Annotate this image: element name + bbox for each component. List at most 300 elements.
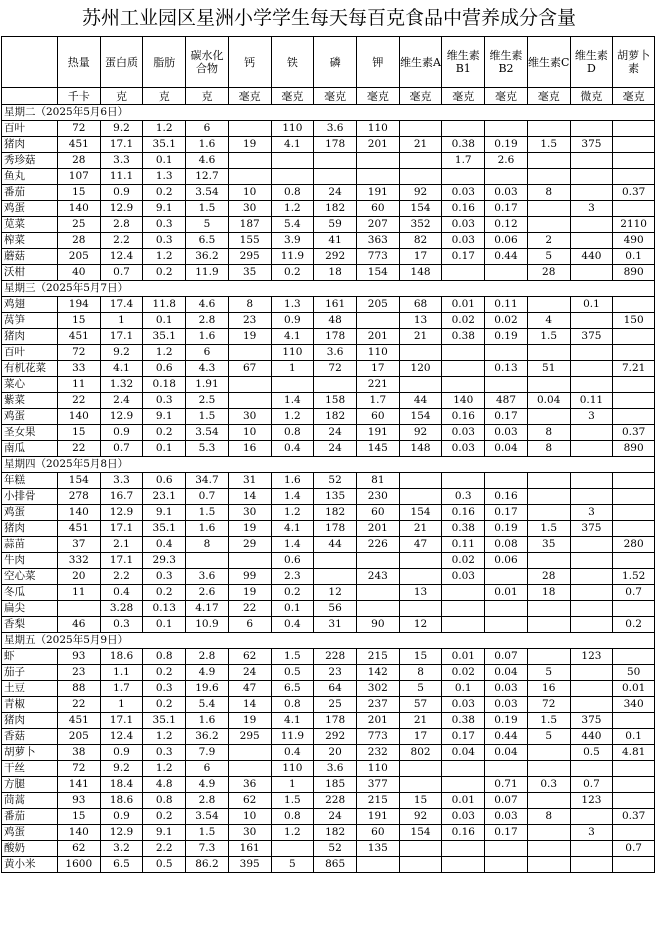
value-cell: 0.02 bbox=[442, 665, 485, 681]
value-cell: 120 bbox=[399, 361, 442, 377]
unit-row bbox=[2, 88, 655, 105]
value-cell: 0.01 bbox=[613, 681, 655, 697]
value-cell: 221 bbox=[356, 377, 399, 393]
value-cell: 0.01 bbox=[442, 793, 485, 809]
table-row bbox=[2, 297, 655, 313]
value-cell: 0.1 bbox=[570, 297, 613, 313]
value-cell: 24 bbox=[314, 809, 357, 825]
table-row bbox=[2, 185, 655, 201]
column-header: 钾 bbox=[356, 37, 399, 88]
food-name: 牛肉 bbox=[2, 553, 58, 569]
value-cell: 30 bbox=[228, 505, 271, 521]
value-cell: 205 bbox=[57, 249, 100, 265]
unit-cell: 毫克 bbox=[527, 88, 570, 105]
value-cell: 37 bbox=[57, 537, 100, 553]
value-cell: 451 bbox=[57, 521, 100, 537]
value-cell: 0.02 bbox=[442, 313, 485, 329]
value-cell bbox=[228, 121, 271, 137]
value-cell: 21 bbox=[399, 521, 442, 537]
value-cell bbox=[570, 553, 613, 569]
value-cell: 0.07 bbox=[485, 793, 528, 809]
value-cell: 154 bbox=[399, 201, 442, 217]
value-cell bbox=[613, 329, 655, 345]
value-cell: 0.44 bbox=[485, 729, 528, 745]
value-cell: 72 bbox=[314, 361, 357, 377]
value-cell: 11.8 bbox=[143, 297, 186, 313]
value-cell: 178 bbox=[314, 713, 357, 729]
value-cell: 1.2 bbox=[143, 249, 186, 265]
value-cell bbox=[442, 585, 485, 601]
value-cell: 201 bbox=[356, 713, 399, 729]
value-cell: 352 bbox=[399, 217, 442, 233]
value-cell: 1.6 bbox=[186, 521, 229, 537]
value-cell: 3.3 bbox=[100, 153, 143, 169]
day-label: 星期五（2025年5月9日） bbox=[2, 633, 655, 649]
value-cell: 1.2 bbox=[271, 409, 314, 425]
value-cell: 47 bbox=[399, 537, 442, 553]
table-row bbox=[2, 569, 655, 585]
value-cell: 72 bbox=[57, 121, 100, 137]
value-cell bbox=[613, 489, 655, 505]
food-name: 紫菜 bbox=[2, 393, 58, 409]
value-cell bbox=[399, 377, 442, 393]
value-cell: 62 bbox=[228, 649, 271, 665]
table-row bbox=[2, 201, 655, 217]
value-cell bbox=[399, 761, 442, 777]
table-row bbox=[2, 393, 655, 409]
value-cell: 1.5 bbox=[527, 521, 570, 537]
value-cell: 22 bbox=[57, 697, 100, 713]
food-name: 百叶 bbox=[2, 345, 58, 361]
value-cell: 0.4 bbox=[143, 537, 186, 553]
value-cell: 0.01 bbox=[442, 297, 485, 313]
value-cell: 5 bbox=[527, 249, 570, 265]
table-row bbox=[2, 553, 655, 569]
value-cell bbox=[442, 473, 485, 489]
value-cell: 19 bbox=[228, 585, 271, 601]
value-cell: 0.04 bbox=[442, 745, 485, 761]
value-cell: 0.03 bbox=[442, 809, 485, 825]
value-cell: 0.12 bbox=[485, 217, 528, 233]
value-cell: 2.8 bbox=[186, 313, 229, 329]
value-cell: 0.6 bbox=[143, 473, 186, 489]
value-cell bbox=[399, 777, 442, 793]
value-cell bbox=[570, 585, 613, 601]
value-cell: 0.8 bbox=[143, 793, 186, 809]
value-cell bbox=[570, 361, 613, 377]
value-cell: 35.1 bbox=[143, 329, 186, 345]
value-cell: 0.37 bbox=[613, 809, 655, 825]
value-cell: 0.7 bbox=[613, 841, 655, 857]
value-cell: 12.4 bbox=[100, 249, 143, 265]
value-cell bbox=[613, 649, 655, 665]
food-name: 酸奶 bbox=[2, 841, 58, 857]
value-cell: 0.7 bbox=[613, 585, 655, 601]
value-cell: 30 bbox=[228, 201, 271, 217]
value-cell: 52 bbox=[314, 473, 357, 489]
value-cell: 11.9 bbox=[186, 265, 229, 281]
value-cell: 215 bbox=[356, 649, 399, 665]
value-cell bbox=[527, 601, 570, 617]
value-cell bbox=[442, 265, 485, 281]
value-cell: 15 bbox=[57, 313, 100, 329]
value-cell: 3.28 bbox=[100, 601, 143, 617]
food-name: 方腿 bbox=[2, 777, 58, 793]
value-cell: 17.1 bbox=[100, 329, 143, 345]
value-cell: 154 bbox=[399, 825, 442, 841]
value-cell bbox=[613, 409, 655, 425]
value-cell: 2.8 bbox=[100, 217, 143, 233]
value-cell bbox=[442, 761, 485, 777]
value-cell: 375 bbox=[570, 713, 613, 729]
value-cell: 17.1 bbox=[100, 137, 143, 153]
value-cell bbox=[570, 617, 613, 633]
value-cell bbox=[442, 601, 485, 617]
value-cell: 1.5 bbox=[271, 793, 314, 809]
value-cell: 2.2 bbox=[143, 841, 186, 857]
value-cell: 7.3 bbox=[186, 841, 229, 857]
value-cell: 18.6 bbox=[100, 793, 143, 809]
food-name: 扁尖 bbox=[2, 601, 58, 617]
value-cell bbox=[485, 569, 528, 585]
value-cell: 0.01 bbox=[442, 649, 485, 665]
value-cell: 93 bbox=[57, 793, 100, 809]
value-cell: 18 bbox=[314, 265, 357, 281]
value-cell bbox=[570, 601, 613, 617]
table-row bbox=[2, 729, 655, 745]
value-cell bbox=[399, 153, 442, 169]
value-cell: 12.9 bbox=[100, 825, 143, 841]
food-name: 干丝 bbox=[2, 761, 58, 777]
unit-cell: 毫克 bbox=[271, 88, 314, 105]
value-cell: 0.9 bbox=[271, 313, 314, 329]
food-name: 菜心 bbox=[2, 377, 58, 393]
value-cell: 30 bbox=[228, 825, 271, 841]
value-cell: 2.4 bbox=[100, 393, 143, 409]
value-cell: 140 bbox=[57, 409, 100, 425]
value-cell: 44 bbox=[399, 393, 442, 409]
value-cell: 28 bbox=[527, 569, 570, 585]
value-cell bbox=[527, 297, 570, 313]
value-cell bbox=[485, 265, 528, 281]
value-cell: 33 bbox=[57, 361, 100, 377]
value-cell: 1.1 bbox=[100, 665, 143, 681]
table-row bbox=[2, 361, 655, 377]
value-cell: 4.6 bbox=[186, 297, 229, 313]
value-cell: 295 bbox=[228, 729, 271, 745]
value-cell: 10.9 bbox=[186, 617, 229, 633]
value-cell: 19 bbox=[228, 137, 271, 153]
food-name: 小排骨 bbox=[2, 489, 58, 505]
value-cell: 1.2 bbox=[143, 729, 186, 745]
value-cell: 865 bbox=[314, 857, 357, 873]
value-cell: 0.38 bbox=[442, 329, 485, 345]
value-cell: 0.8 bbox=[271, 425, 314, 441]
day-label: 星期四（2025年5月8日） bbox=[2, 457, 655, 473]
value-cell bbox=[399, 841, 442, 857]
value-cell: 0.3 bbox=[527, 777, 570, 793]
value-cell bbox=[356, 169, 399, 185]
value-cell: 4.1 bbox=[271, 329, 314, 345]
value-cell: 0.7 bbox=[100, 265, 143, 281]
value-cell: 0.4 bbox=[100, 585, 143, 601]
value-cell: 3 bbox=[570, 825, 613, 841]
value-cell: 60 bbox=[356, 825, 399, 841]
value-cell bbox=[356, 153, 399, 169]
value-cell: 0.1 bbox=[143, 441, 186, 457]
value-cell bbox=[356, 553, 399, 569]
value-cell: 154 bbox=[57, 473, 100, 489]
value-cell: 201 bbox=[356, 329, 399, 345]
value-cell: 182 bbox=[314, 201, 357, 217]
value-cell: 6.5 bbox=[186, 233, 229, 249]
unit-cell: 毫克 bbox=[314, 88, 357, 105]
value-cell bbox=[228, 553, 271, 569]
value-cell: 28 bbox=[527, 265, 570, 281]
value-cell: 226 bbox=[356, 537, 399, 553]
header-row bbox=[2, 37, 655, 88]
value-cell: 0.03 bbox=[485, 809, 528, 825]
value-cell: 16.7 bbox=[100, 489, 143, 505]
value-cell: 28 bbox=[57, 233, 100, 249]
value-cell: 57 bbox=[399, 697, 442, 713]
value-cell: 0.03 bbox=[442, 569, 485, 585]
food-name: 鸡翅 bbox=[2, 297, 58, 313]
unit-cell: 毫克 bbox=[356, 88, 399, 105]
value-cell: 375 bbox=[570, 521, 613, 537]
unit-cell: 克 bbox=[143, 88, 186, 105]
table-row bbox=[2, 697, 655, 713]
value-cell: 7.21 bbox=[613, 361, 655, 377]
value-cell: 24 bbox=[314, 441, 357, 457]
food-name: 蒜苗 bbox=[2, 537, 58, 553]
value-cell: 11 bbox=[57, 585, 100, 601]
value-cell bbox=[485, 841, 528, 857]
value-cell: 0.9 bbox=[100, 425, 143, 441]
value-cell bbox=[570, 841, 613, 857]
value-cell bbox=[613, 169, 655, 185]
value-cell: 0.2 bbox=[143, 697, 186, 713]
value-cell: 6 bbox=[186, 121, 229, 137]
value-cell bbox=[442, 841, 485, 857]
food-name: 有机花菜 bbox=[2, 361, 58, 377]
value-cell bbox=[399, 553, 442, 569]
value-cell: 0.9 bbox=[100, 745, 143, 761]
value-cell bbox=[356, 585, 399, 601]
value-cell bbox=[399, 473, 442, 489]
unit-cell bbox=[2, 88, 58, 105]
value-cell bbox=[613, 553, 655, 569]
value-cell: 0.11 bbox=[570, 393, 613, 409]
value-cell: 154 bbox=[399, 409, 442, 425]
value-cell: 46 bbox=[57, 617, 100, 633]
value-cell: 1 bbox=[271, 361, 314, 377]
column-header: 脂肪 bbox=[143, 37, 186, 88]
food-name: 香菇 bbox=[2, 729, 58, 745]
value-cell: 185 bbox=[314, 777, 357, 793]
value-cell: 15 bbox=[399, 649, 442, 665]
value-cell: 191 bbox=[356, 425, 399, 441]
value-cell bbox=[485, 121, 528, 137]
value-cell: 150 bbox=[613, 313, 655, 329]
value-cell: 451 bbox=[57, 137, 100, 153]
value-cell: 3.9 bbox=[271, 233, 314, 249]
value-cell: 0.4 bbox=[271, 617, 314, 633]
day-row bbox=[2, 105, 655, 121]
value-cell bbox=[570, 217, 613, 233]
value-cell bbox=[570, 537, 613, 553]
value-cell: 72 bbox=[57, 345, 100, 361]
value-cell bbox=[314, 169, 357, 185]
table-row bbox=[2, 809, 655, 825]
value-cell bbox=[613, 137, 655, 153]
value-cell: 1.6 bbox=[271, 473, 314, 489]
value-cell: 4.1 bbox=[271, 137, 314, 153]
value-cell: 8 bbox=[527, 441, 570, 457]
value-cell bbox=[186, 553, 229, 569]
value-cell: 0.3 bbox=[143, 393, 186, 409]
value-cell: 23.1 bbox=[143, 489, 186, 505]
value-cell bbox=[527, 121, 570, 137]
value-cell bbox=[527, 761, 570, 777]
value-cell: 3.6 bbox=[314, 761, 357, 777]
value-cell: 19 bbox=[228, 713, 271, 729]
value-cell: 21 bbox=[399, 713, 442, 729]
value-cell: 18 bbox=[527, 585, 570, 601]
value-cell bbox=[570, 761, 613, 777]
value-cell: 0.03 bbox=[442, 441, 485, 457]
value-cell: 0.7 bbox=[100, 441, 143, 457]
value-cell: 0.17 bbox=[485, 201, 528, 217]
table-row bbox=[2, 489, 655, 505]
value-cell: 1.3 bbox=[143, 169, 186, 185]
food-name: 黄小米 bbox=[2, 857, 58, 873]
value-cell: 17.1 bbox=[100, 521, 143, 537]
value-cell: 35 bbox=[228, 265, 271, 281]
value-cell: 17 bbox=[356, 361, 399, 377]
value-cell: 13 bbox=[399, 313, 442, 329]
day-row bbox=[2, 633, 655, 649]
value-cell: 140 bbox=[57, 505, 100, 521]
table-row bbox=[2, 505, 655, 521]
value-cell bbox=[570, 809, 613, 825]
value-cell: 15 bbox=[57, 809, 100, 825]
value-cell: 1.7 bbox=[442, 153, 485, 169]
value-cell bbox=[527, 649, 570, 665]
column-header bbox=[2, 37, 58, 88]
food-name: 鱼丸 bbox=[2, 169, 58, 185]
value-cell: 15 bbox=[399, 793, 442, 809]
value-cell: 2 bbox=[527, 233, 570, 249]
day-label: 星期二（2025年5月6日） bbox=[2, 105, 655, 121]
value-cell: 0.1 bbox=[613, 729, 655, 745]
value-cell: 62 bbox=[57, 841, 100, 857]
value-cell: 2110 bbox=[613, 217, 655, 233]
value-cell: 2.1 bbox=[100, 537, 143, 553]
value-cell: 2.2 bbox=[100, 569, 143, 585]
value-cell bbox=[485, 377, 528, 393]
value-cell: 5 bbox=[527, 665, 570, 681]
value-cell: 19 bbox=[228, 329, 271, 345]
value-cell: 0.8 bbox=[271, 185, 314, 201]
value-cell bbox=[485, 473, 528, 489]
value-cell bbox=[527, 201, 570, 217]
table-row bbox=[2, 713, 655, 729]
table-row bbox=[2, 377, 655, 393]
value-cell: 1.6 bbox=[186, 713, 229, 729]
value-cell: 0.6 bbox=[143, 361, 186, 377]
value-cell: 2.6 bbox=[485, 153, 528, 169]
value-cell: 295 bbox=[228, 249, 271, 265]
value-cell: 9.1 bbox=[143, 201, 186, 217]
value-cell: 5.3 bbox=[186, 441, 229, 457]
table-row bbox=[2, 329, 655, 345]
value-cell: 5.4 bbox=[186, 697, 229, 713]
value-cell: 0.11 bbox=[485, 297, 528, 313]
value-cell: 0.4 bbox=[271, 441, 314, 457]
value-cell: 62 bbox=[228, 793, 271, 809]
value-cell: 5 bbox=[399, 681, 442, 697]
value-cell bbox=[570, 265, 613, 281]
table-row bbox=[2, 217, 655, 233]
value-cell: 0.9 bbox=[100, 809, 143, 825]
value-cell: 0.04 bbox=[485, 441, 528, 457]
value-cell bbox=[442, 777, 485, 793]
value-cell: 10 bbox=[228, 185, 271, 201]
value-cell: 24 bbox=[314, 185, 357, 201]
food-name: 番茄 bbox=[2, 809, 58, 825]
value-cell: 0.38 bbox=[442, 713, 485, 729]
value-cell: 24 bbox=[314, 425, 357, 441]
value-cell: 0.2 bbox=[143, 809, 186, 825]
unit-cell: 毫克 bbox=[485, 88, 528, 105]
food-name: 莴笋 bbox=[2, 313, 58, 329]
food-name: 沃柑 bbox=[2, 265, 58, 281]
value-cell: 194 bbox=[57, 297, 100, 313]
value-cell: 51 bbox=[527, 361, 570, 377]
column-header: 蛋白质 bbox=[100, 37, 143, 88]
value-cell bbox=[527, 553, 570, 569]
value-cell bbox=[570, 441, 613, 457]
table-row bbox=[2, 313, 655, 329]
value-cell: 107 bbox=[57, 169, 100, 185]
value-cell: 1.7 bbox=[100, 681, 143, 697]
value-cell: 205 bbox=[356, 297, 399, 313]
value-cell: 1.3 bbox=[271, 297, 314, 313]
value-cell: 9.1 bbox=[143, 409, 186, 425]
value-cell: 4 bbox=[527, 313, 570, 329]
value-cell: 12.9 bbox=[100, 505, 143, 521]
value-cell: 154 bbox=[356, 265, 399, 281]
value-cell: 31 bbox=[228, 473, 271, 489]
value-cell: 0.08 bbox=[485, 537, 528, 553]
value-cell bbox=[527, 473, 570, 489]
value-cell: 890 bbox=[613, 441, 655, 457]
value-cell: 2.5 bbox=[186, 393, 229, 409]
value-cell bbox=[228, 377, 271, 393]
value-cell bbox=[271, 153, 314, 169]
value-cell bbox=[399, 489, 442, 505]
value-cell: 1 bbox=[100, 697, 143, 713]
value-cell: 16 bbox=[228, 441, 271, 457]
table-row bbox=[2, 473, 655, 489]
value-cell: 0.1 bbox=[613, 249, 655, 265]
value-cell: 154 bbox=[399, 505, 442, 521]
value-cell: 9.2 bbox=[100, 345, 143, 361]
value-cell: 1.2 bbox=[143, 345, 186, 361]
value-cell: 1.6 bbox=[186, 137, 229, 153]
value-cell: 140 bbox=[442, 393, 485, 409]
